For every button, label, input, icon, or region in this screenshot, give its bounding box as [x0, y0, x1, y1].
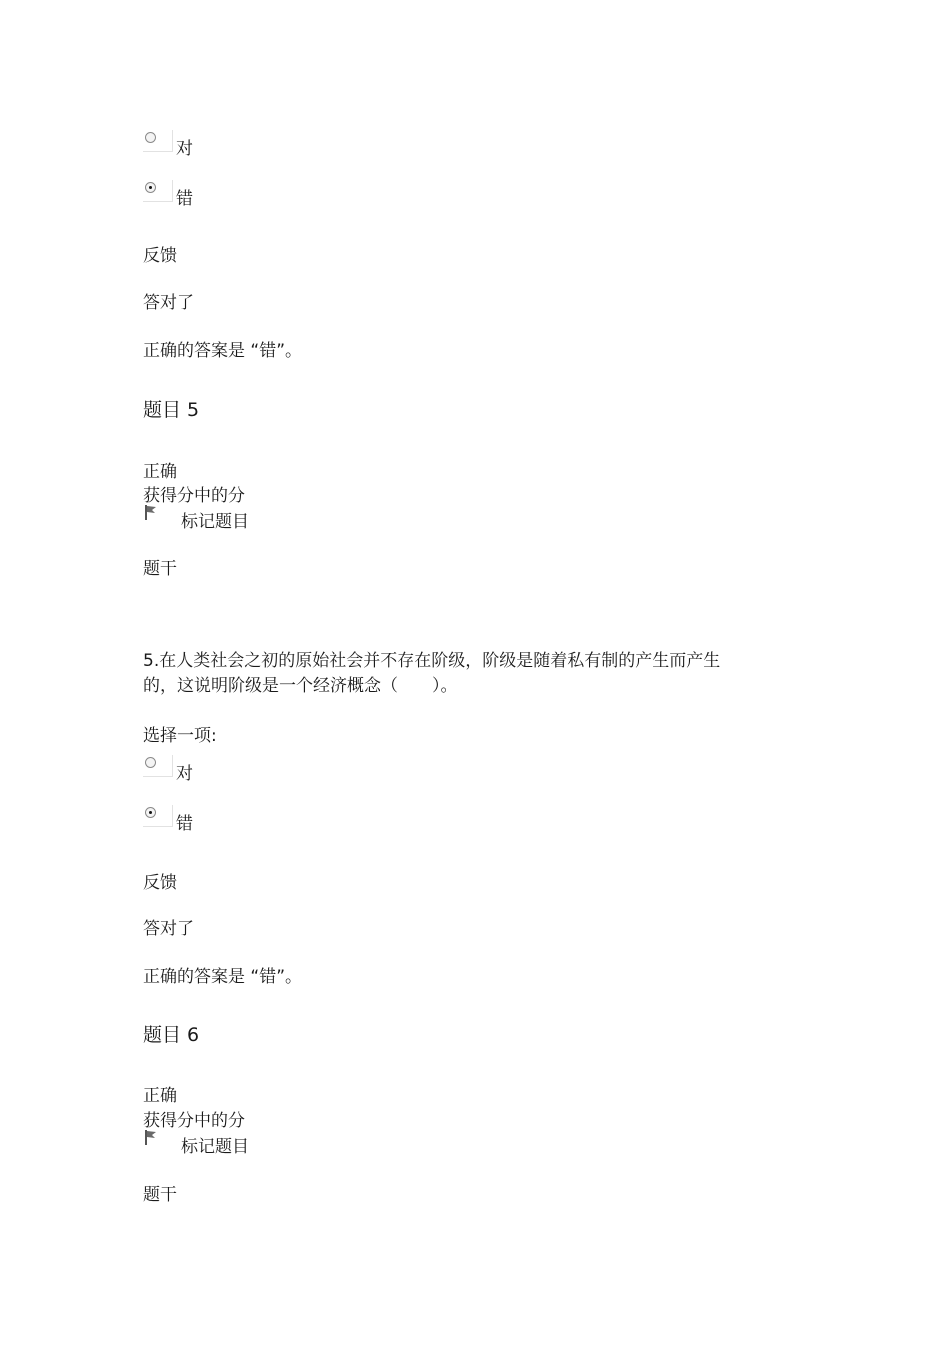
question-status: 正确 [143, 1086, 177, 1106]
radio-selected[interactable] [143, 180, 173, 202]
question-heading: 题目 5 [143, 399, 200, 421]
question-score: 获得分中的分 [143, 1111, 245, 1131]
question-text-line: 5.在人类社会之初的原始社会并不存在阶级，阶级是随着私有制的产生而产生 [143, 651, 721, 671]
feedback-label: 反馈 [143, 873, 177, 893]
flag-icon[interactable] [143, 1129, 161, 1147]
flag-question-link[interactable]: 标记题目 [181, 1137, 249, 1157]
radio-selected[interactable] [143, 805, 173, 827]
option-label: 错 [176, 814, 193, 834]
option-label: 对 [176, 139, 193, 159]
feedback-result: 答对了 [143, 293, 194, 313]
option-label: 对 [176, 764, 193, 784]
question-status: 正确 [143, 462, 177, 482]
choose-prompt: 选择一项: [143, 726, 217, 746]
stem-label: 题干 [143, 559, 177, 579]
stem-label: 题干 [143, 1185, 177, 1205]
option-label: 错 [176, 189, 193, 209]
correct-answer: 正确的答案是 “错”。 [143, 967, 303, 987]
radio-unselected[interactable] [143, 130, 173, 152]
feedback-label: 反馈 [143, 246, 177, 266]
radio-unselected[interactable] [143, 755, 173, 777]
question-text-line: 的，这说明阶级是一个经济概念（ ）。 [143, 676, 458, 696]
question-text [143, 649, 763, 699]
correct-answer: 正确的答案是 “错”。 [143, 341, 303, 361]
flag-question-link[interactable]: 标记题目 [181, 512, 249, 532]
flag-icon[interactable] [143, 504, 161, 522]
question-score: 获得分中的分 [143, 486, 245, 506]
question-heading: 题目 6 [143, 1024, 200, 1046]
feedback-result: 答对了 [143, 919, 194, 939]
